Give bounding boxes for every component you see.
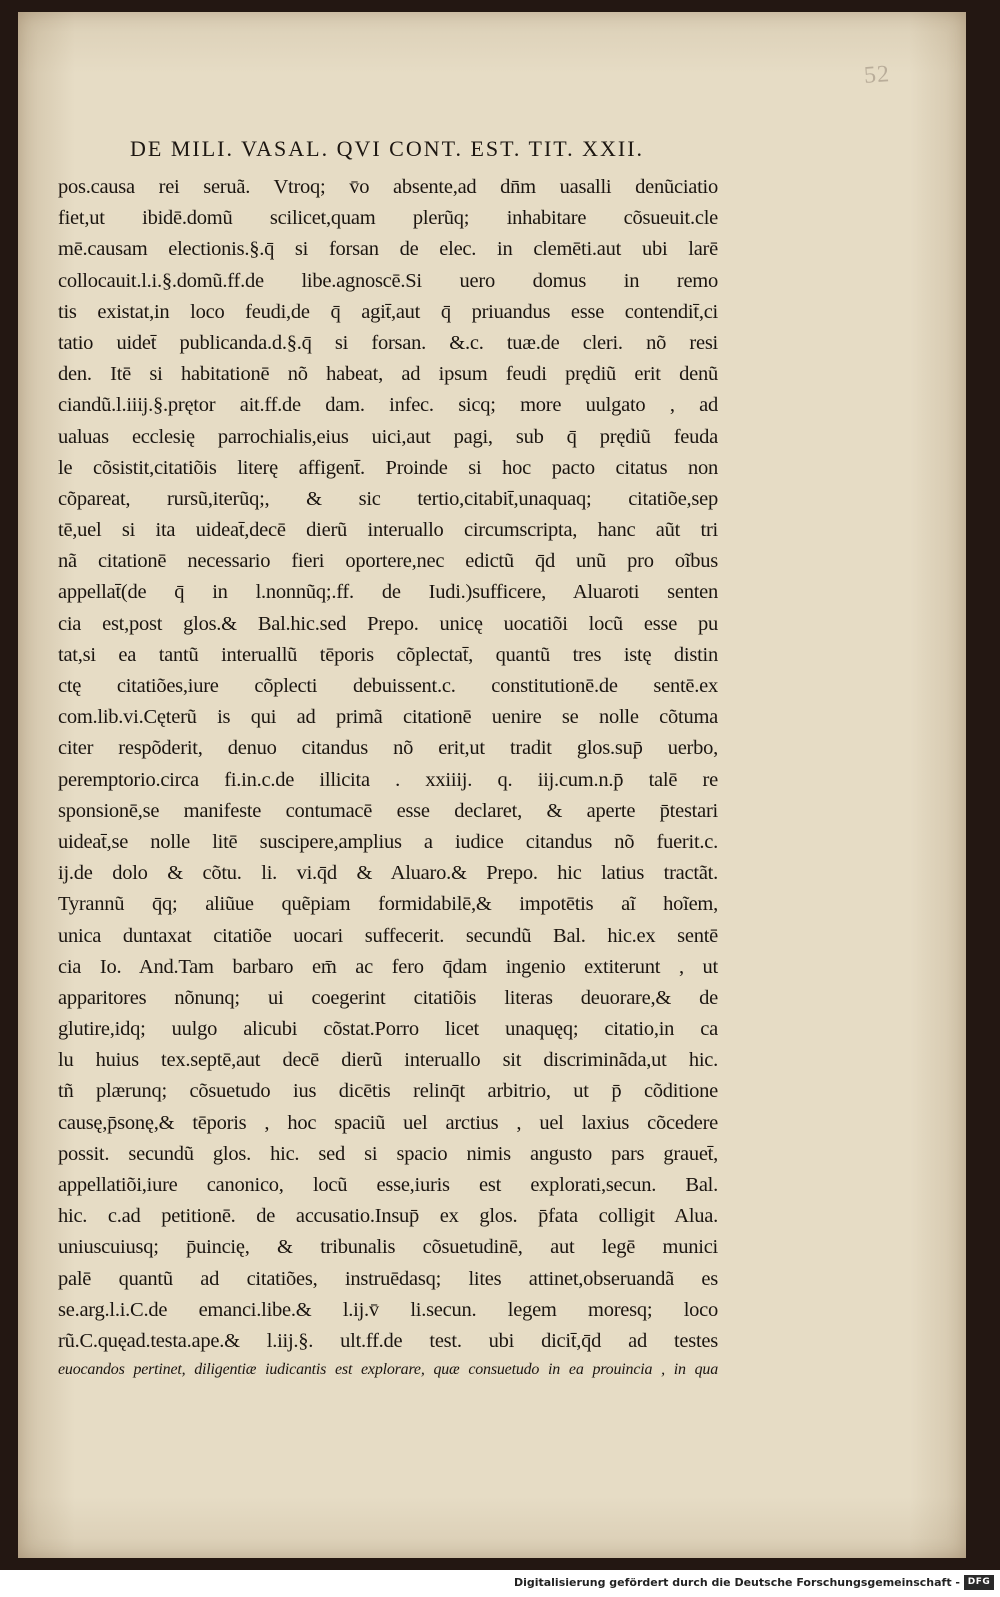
- text-line: cia Io. And.Tam barbaro em̄ ac fero q̄dam ingenio extiterunt , ut: [58, 955, 718, 978]
- text-line: uniuscuiusq; p̄uincię, & tribunalis cõsuetudinē, aut legē munici: [58, 1236, 718, 1259]
- text-line: ciandũ.l.iiij.§.prętor ait.ff.de dam. infec. sicq; more uulgato , ad: [58, 394, 718, 417]
- text-line: tñ plærunq; cõsuetudo ius dicētis relinq̄t arbitrio, ut p̄ cõditione: [58, 1080, 718, 1103]
- text-line: palē quantũ ad citatiões, instruēdasq; lites attinet,obseruandã es: [58, 1267, 718, 1290]
- text-line: ualuas ecclesię parrochialis,eius uici,aut pagi, sub q̄ prędiũ feuda: [58, 425, 718, 448]
- text-line: ij.de dolo & cõtu. li. vi.q̄d & Aluaro.& Prepo. hic latius tractãt.: [58, 862, 718, 885]
- text-line: cia est,post glos.& Bal.hic.sed Prepo. unicę uocatiõi locũ esse pu: [58, 612, 718, 635]
- text-line: ctę citatiões,iure cõplecti debuissent.c. constitutionē.de sentē.ex: [58, 675, 718, 697]
- text-line: den. Itē si habitationē nõ habeat, ad ipsum feudi prędiũ erit denũ: [58, 363, 718, 386]
- dfg-logo-icon: DFG: [964, 1575, 994, 1590]
- running-head: DE MILI. VASAL. QVI CONT. EST. TIT. XXII.: [130, 136, 645, 161]
- text-line: pos.causa rei seruã. Vtroq; v̄o absente,ad dn̄m uasalli denũciatio: [58, 176, 718, 198]
- folio-number: 52: [863, 61, 891, 89]
- text-line: sponsionē,se manifeste contumacē esse declaret, & aperte p̄testari: [58, 799, 718, 822]
- text-line: collocauit.l.i.§.domũ.ff.de libe.agnoscē.Si uero domus in remo: [58, 269, 718, 292]
- text-line: rũ.C.quęad.testa.ape.& l.iij.§. ult.ff.de test. ubi dicit̄,q̄d ad testes: [58, 1329, 718, 1352]
- text-line: peremptorio.circa fi.in.c.de illicita . xxiiij. q. iij.cum.n.p̄ talē re: [58, 768, 718, 791]
- text-line: hic. c.ad petitionē. de accusatio.Insup̄ ex glos. p̄fata colligit Alua.: [58, 1205, 718, 1228]
- text-line: apparitores nõnunq; ui coegerint citatiõis literas deuorare,& de: [58, 986, 718, 1009]
- text-line: appellatiõi,iure canonico, locũ esse,iuris est explorati,secun. Bal.: [58, 1174, 718, 1196]
- text-line: unica duntaxat citatiõe uocari suffecerit. secundũ Bal. hic.ex sentē: [58, 924, 718, 947]
- text-line: com.lib.vi.Cęterũ is qui ad primã citationē uenire se nolle cõtuma: [58, 706, 718, 729]
- text-line: fiet,ut ibidē.domũ scilicet,quam plerũq; inhabitare cõsueuit.cle: [58, 207, 718, 230]
- text-block: [58, 172, 718, 1383]
- text-line: tis existat,in loco feudi,de q̄ agit̄,aut q̄ priuandus esse contendit̄,ci: [58, 300, 718, 323]
- text-line: causę,p̄sonę,& tēporis , hoc spaciũ uel arctius , uel laxius cõcedere: [58, 1111, 718, 1134]
- text-line: possit. secundũ glos. hic. sed si spacio nimis angusto pars grauet̄,: [58, 1142, 718, 1165]
- text-line: Tyrannũ q̄q; aliũue quẽpiam formidabilē,& impotētis aĩ hoĩem,: [58, 893, 718, 916]
- text-line: appellat̄(de q̄ in l.nonnũq;.ff. de Iudi.)sufficere, Aluaroti senten: [58, 581, 718, 604]
- text-line-italic: euocandos pertinet, diligentiæ iudicantis est explorare, quæ consuetudo in ea prouincia , in qua: [58, 1361, 718, 1379]
- text-line: nã citationē necessario fieri oportere,nec edictũ q̄d unũ pro oĩbus: [58, 550, 718, 573]
- text-line: mē.causam electionis.§.q̄ si forsan de elec. in clemēti.aut ubi larē: [58, 238, 718, 261]
- text-line: citer respõderit, denuo citandus nõ erit,ut tradit glos.sup̄ uerbo,: [58, 737, 718, 760]
- text-line: glutire,idq; uulgo alicubi cõstat.Porro licet unaquęq; citatio,in ca: [58, 1018, 718, 1041]
- text-line: cõpareat, rursũ,iterũq;, & sic tertio,citabit̄,unaquaq; citatiõe,sep: [58, 487, 718, 510]
- digitization-footer: [0, 1570, 1000, 1597]
- text-line: uideat̄,se nolle litē suscipere,amplius a iudice citandus nõ fuerit.c.: [58, 830, 718, 853]
- text-line: tatio uidet̄ publicanda.d.§.q̄ si forsan. &.c. tuæ.de cleri. nõ resi: [58, 331, 718, 354]
- footer-credit: Digitalisierung gefördert durch die Deutsche Forschungsgemeinschaft -: [513, 1576, 960, 1589]
- text-line: lu huius tex.septē,aut decē dierũ interuallo sit discriminãda,ut hic.: [58, 1049, 718, 1072]
- text-line: tē,uel si ita uideat̄,decē dierũ interuallo circumscripta, hanc aũt tri: [58, 519, 718, 542]
- text-line: le cõsistit,citatiõis literę affigent̄. Proinde si hoc pacto citatus non: [58, 456, 718, 479]
- text-line: tat,si ea tantũ interuallũ tēporis cõplectat̄, quantũ tres istę distin: [58, 643, 718, 666]
- text-line: se.arg.l.i.C.de emanci.libe.& l.ij.v̄ li.secun. legem moresq; loco: [58, 1298, 718, 1321]
